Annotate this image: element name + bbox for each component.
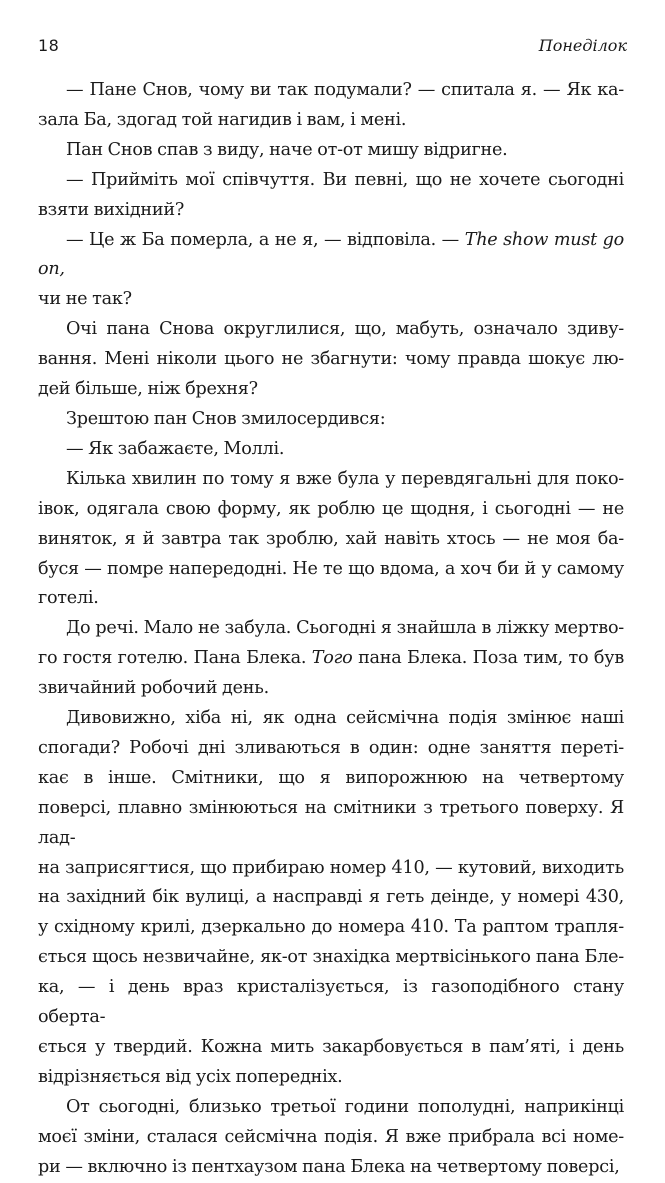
text-line	[38, 226, 624, 286]
text-line: ється щось незвичайне, як-от знахідка мертвісінького пана Бле-	[38, 947, 624, 968]
text-run: пана Блека. Поза тим, то був	[352, 648, 624, 669]
text-line: Дивовижно, хіба ні, як одна сейсмічна подія змінює наші	[66, 708, 624, 729]
text-line: відрізняється від усіх попередніх.	[38, 1066, 343, 1087]
text-run: — Це ж Ба померла, а не я, — відповіла. —	[66, 229, 465, 250]
paragraph	[38, 315, 624, 405]
paragraph	[38, 435, 624, 465]
text-line: на західний бік вулиці, а насправді я геть деінде, у номері 430,	[38, 887, 624, 908]
italic-text-run: Того	[311, 648, 353, 669]
running-head: Понеділок	[538, 36, 627, 55]
paragraph	[38, 226, 624, 316]
paragraph	[38, 166, 624, 226]
text-line: взяти вихідний?	[38, 199, 185, 220]
page-number: 18	[38, 36, 60, 55]
paragraph	[38, 76, 624, 136]
text-line: буся — помре напередодні. Не те що вдома, а хоч би й у самому	[38, 558, 624, 579]
paragraph	[38, 405, 624, 435]
text-line: кає в інше. Смітники, що я випорожнюю на четвертому	[38, 767, 624, 788]
text-line: — Пане Снов, чому ви так подумали? — спитала я. — Як ка-	[66, 80, 624, 100]
text-line: — Прийміть мої співчуття. Ви певні, що не хочете сьогодні	[66, 169, 624, 190]
text-line: От сьогодні, близько третьої години пополудні, наприкінці	[66, 1096, 624, 1117]
text-line: моєї зміни, сталася сейсмічна подія. Я вже прибрала всі номе-	[38, 1126, 624, 1147]
text-line: ри — включно із пентхаузом пана Блека на четвертому поверсі,	[38, 1156, 620, 1177]
paragraph	[38, 1093, 624, 1183]
page-header	[38, 36, 627, 60]
paragraph	[38, 465, 624, 615]
text-line: чи не так?	[38, 289, 132, 310]
text-line: івок, одягала свою форму, як роблю це щодня, і сьогодні — не	[38, 498, 624, 519]
text-line: — Як забажаєте, Моллі.	[66, 438, 285, 459]
text-line: вання. Мені ніколи цього не збагнути: чому правда шокує лю-	[38, 349, 624, 370]
text-line	[38, 644, 624, 674]
text-line: звичайний робочий день.	[38, 678, 269, 699]
text-line: До речі. Мало не забула. Сьогодні я знайшла в ліжку мертво-	[66, 618, 624, 639]
italic-text-run: The show must go on,	[38, 229, 624, 280]
text-line: виняток, я й завтра так зроблю, хай навіть хтось — не моя ба-	[38, 528, 624, 549]
text-line: Очі пана Снова округлилися, що, мабуть, означало здиву-	[66, 319, 624, 340]
text-line: у східному крилі, дзеркально до номера 410. Та раптом трапля-	[38, 917, 624, 938]
text-line: Зрештою пан Снов змилосердився:	[66, 408, 386, 429]
text-line: Кілька хвилин по тому я вже була у перевдягальні для поко-	[66, 468, 624, 489]
text-line: поверсі, плавно змінюються на смітники з третього поверху. Я лад-	[38, 797, 624, 848]
text-line: на заприсягтися, що прибираю номер 410, — кутовий, виходить	[38, 857, 624, 878]
text-line: спогади? Робочі дні зливаються в один: одне заняття перетi-	[38, 737, 624, 758]
text-line: ється у твердий. Кожна мить закарбовується в пам’яті, і день	[38, 1037, 624, 1057]
text-run: го гостя готелю. Пана Блека.	[38, 648, 312, 669]
text-line: Пан Снов спав з виду, наче от-от мишу відригне.	[66, 139, 508, 160]
paragraph	[38, 704, 624, 1093]
page-body-text	[38, 76, 624, 1183]
text-line: дей більше, ніж брехня?	[38, 379, 258, 400]
paragraph	[38, 136, 624, 166]
text-line: зала Ба, здогад той нагидив і вам, і мені.	[38, 109, 407, 130]
text-line: готелі.	[38, 588, 99, 609]
paragraph	[38, 614, 624, 704]
text-line: ка, — і день враз кристалізується, із газоподібного стану оберта-	[38, 977, 624, 1028]
